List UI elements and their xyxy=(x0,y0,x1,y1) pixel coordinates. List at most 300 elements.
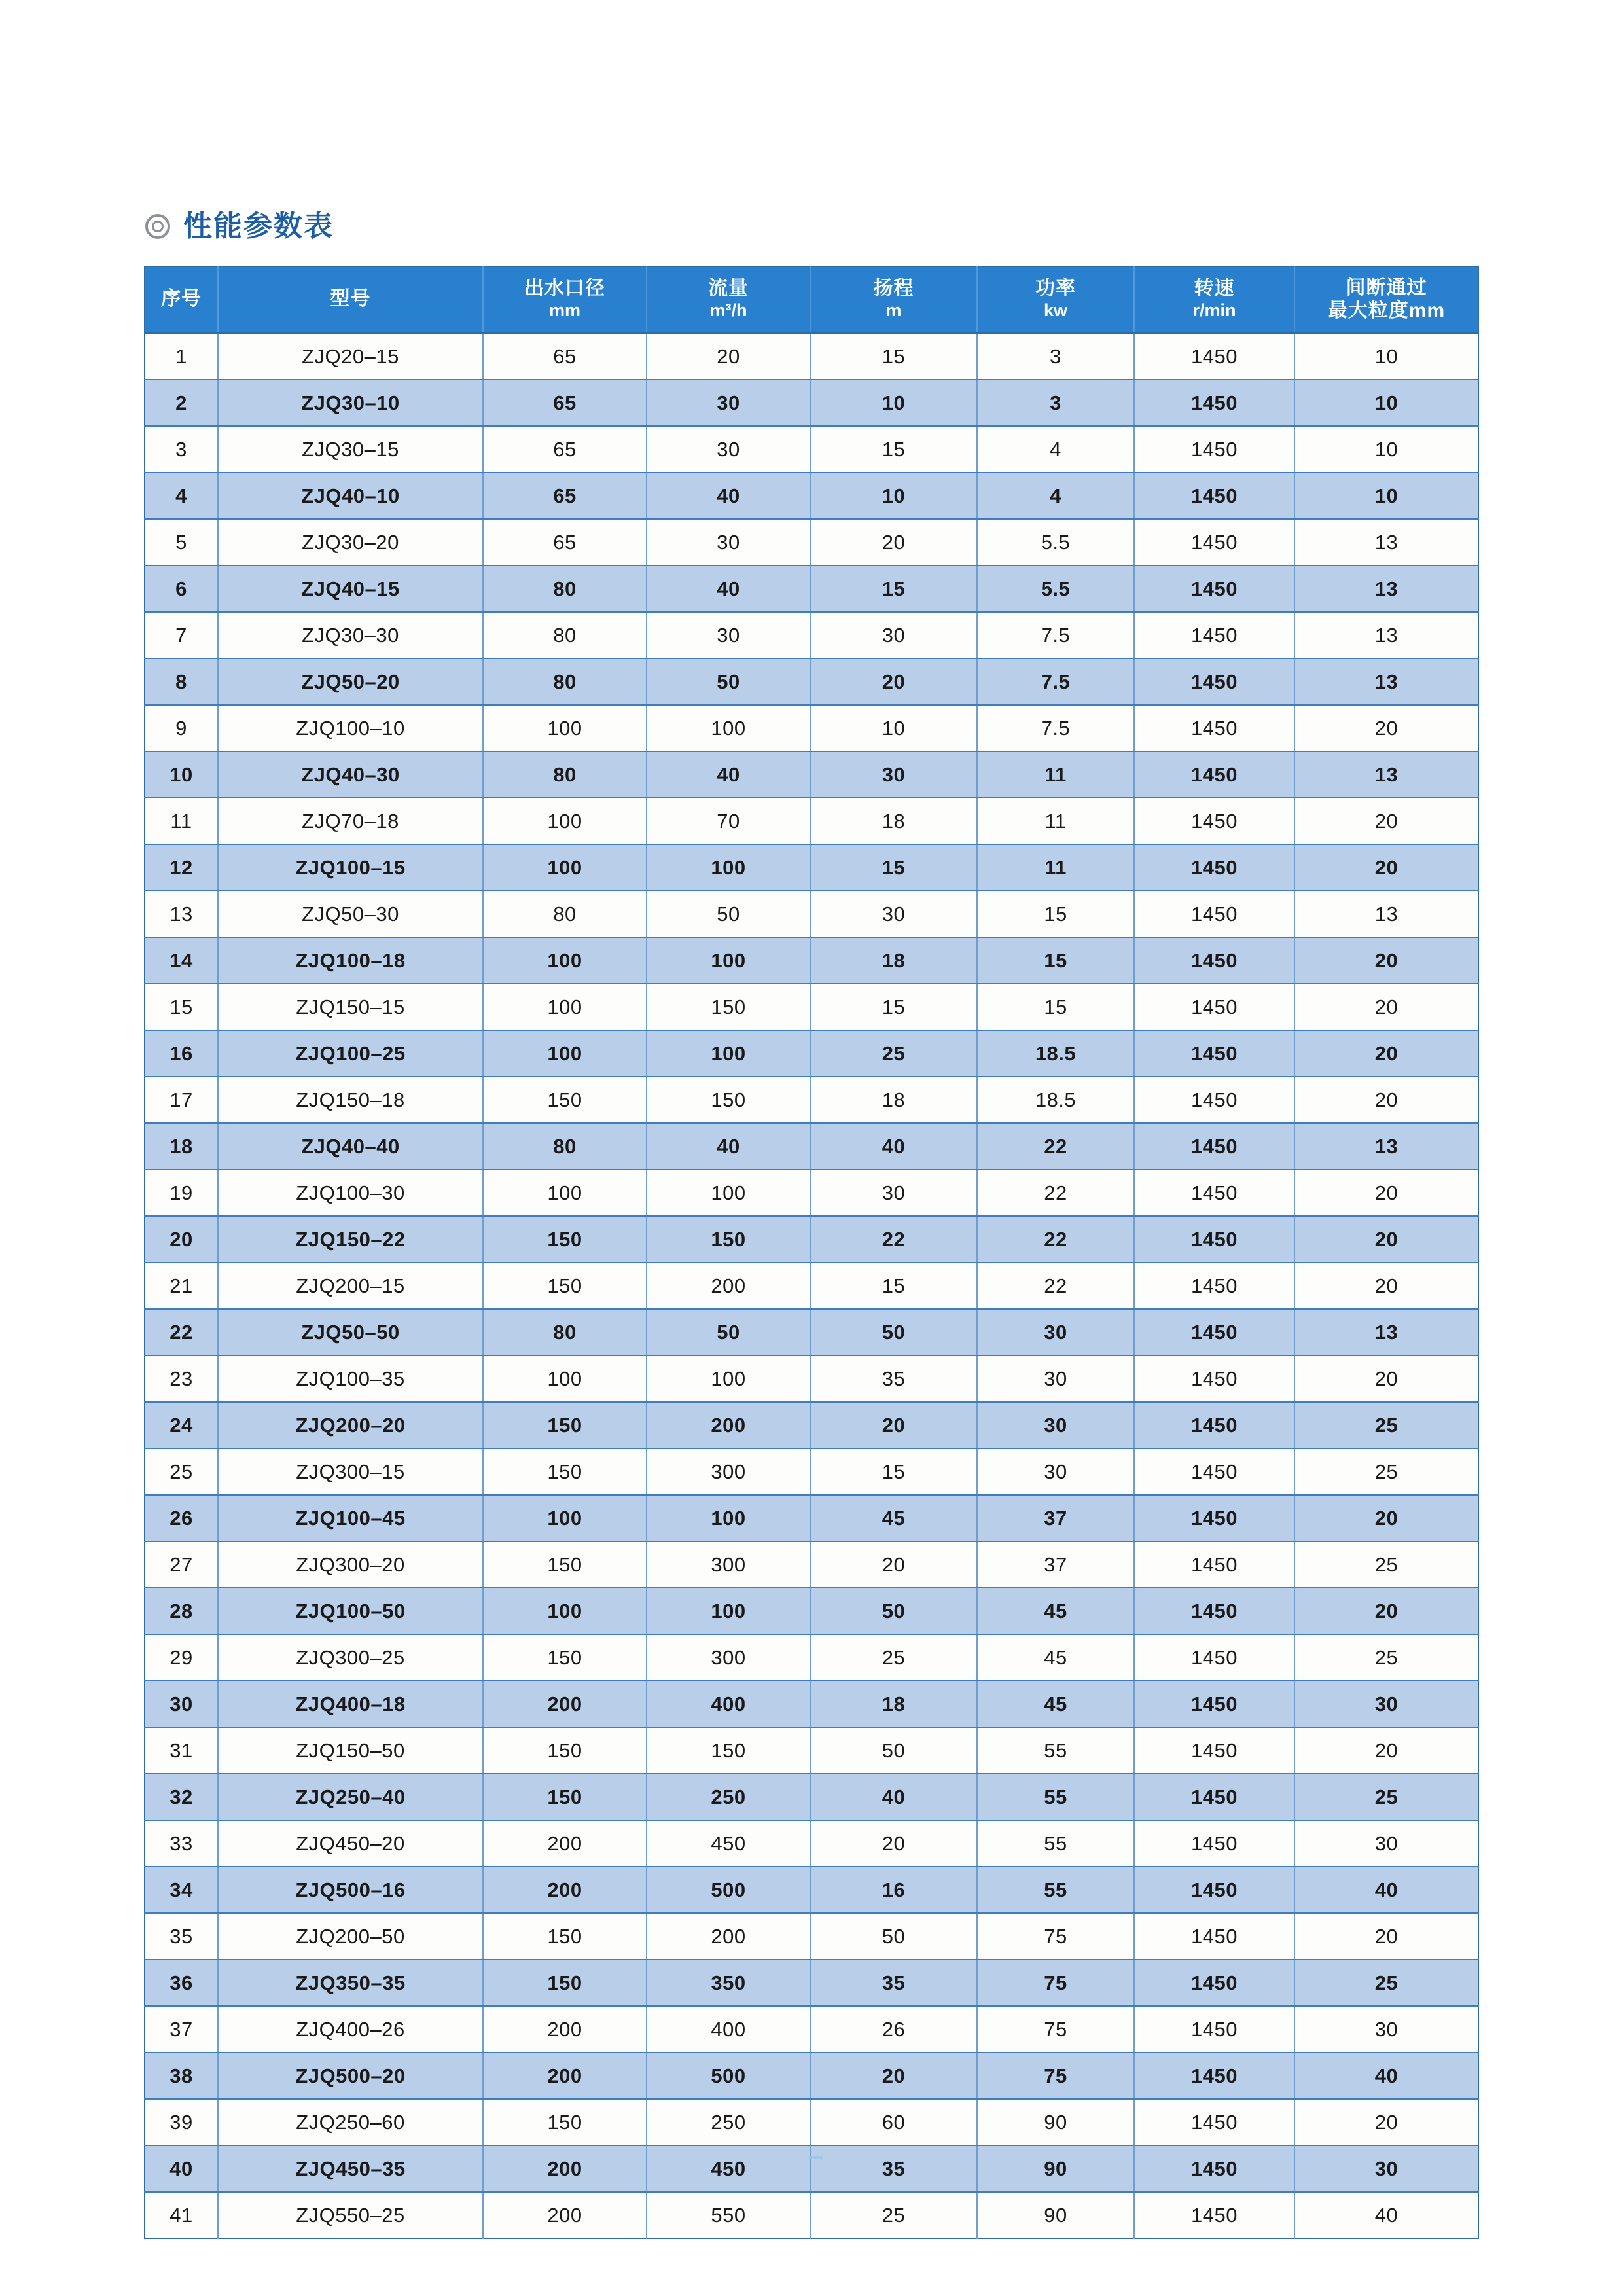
cell-grain: 25 xyxy=(1294,1774,1478,1820)
cell-out: 80 xyxy=(483,891,647,937)
cell-head: 15 xyxy=(810,426,977,473)
cell-speed: 1450 xyxy=(1134,891,1294,937)
cell-no: 8 xyxy=(145,658,218,705)
cell-out: 65 xyxy=(483,333,647,380)
cell-model: ZJQ200–15 xyxy=(218,1263,483,1309)
cell-flow: 400 xyxy=(647,2006,810,2053)
cell-grain: 13 xyxy=(1294,612,1478,658)
cell-speed: 1450 xyxy=(1134,333,1294,380)
cell-power: 22 xyxy=(977,1170,1134,1216)
cell-out: 150 xyxy=(483,1541,647,1588)
cell-speed: 1450 xyxy=(1134,1077,1294,1123)
cell-speed: 1450 xyxy=(1134,519,1294,565)
cell-speed: 1450 xyxy=(1134,1681,1294,1727)
cell-flow: 100 xyxy=(647,705,810,751)
cell-head: 18 xyxy=(810,937,977,984)
cell-no: 25 xyxy=(145,1448,218,1495)
cell-power: 75 xyxy=(977,2053,1134,2099)
cell-speed: 1450 xyxy=(1134,1774,1294,1820)
cell-out: 100 xyxy=(483,937,647,984)
cell-grain: 25 xyxy=(1294,1960,1478,2006)
cell-no: 16 xyxy=(145,1030,218,1077)
cell-out: 200 xyxy=(483,2145,647,2192)
cell-speed: 1450 xyxy=(1134,473,1294,519)
cell-power: 75 xyxy=(977,1913,1134,1960)
cell-out: 100 xyxy=(483,1588,647,1634)
cell-power: 22 xyxy=(977,1263,1134,1309)
cell-model: ZJQ200–50 xyxy=(218,1913,483,1960)
cell-head: 25 xyxy=(810,1030,977,1077)
cell-flow: 350 xyxy=(647,1960,810,2006)
double-circle-icon xyxy=(145,214,170,239)
cell-out: 80 xyxy=(483,1123,647,1170)
table-row xyxy=(145,1960,1478,2006)
cell-grain: 13 xyxy=(1294,1123,1478,1170)
cell-model: ZJQ100–45 xyxy=(218,1495,483,1541)
cell-head: 50 xyxy=(810,1309,977,1355)
cell-model: ZJQ30–10 xyxy=(218,380,483,426)
cell-out: 80 xyxy=(483,612,647,658)
cell-out: 150 xyxy=(483,1402,647,1448)
table-row xyxy=(145,2006,1478,2053)
cell-grain: 20 xyxy=(1294,705,1478,751)
table-row xyxy=(145,380,1478,426)
cell-model: ZJQ20–15 xyxy=(218,333,483,380)
cell-out: 100 xyxy=(483,705,647,751)
cell-head: 20 xyxy=(810,519,977,565)
cell-power: 4 xyxy=(977,426,1134,473)
cell-head: 18 xyxy=(810,1077,977,1123)
cell-model: ZJQ450–20 xyxy=(218,1820,483,1867)
cell-grain: 30 xyxy=(1294,1820,1478,1867)
cell-no: 21 xyxy=(145,1263,218,1309)
cell-head: 30 xyxy=(810,612,977,658)
cell-head: 30 xyxy=(810,891,977,937)
cell-head: 10 xyxy=(810,705,977,751)
col-header-power-unit: kw xyxy=(1043,300,1068,320)
cell-speed: 1450 xyxy=(1134,658,1294,705)
cell-model: ZJQ250–60 xyxy=(218,2099,483,2145)
cell-out: 150 xyxy=(483,1077,647,1123)
cell-grain: 20 xyxy=(1294,1588,1478,1634)
cell-flow: 30 xyxy=(647,519,810,565)
cell-power: 55 xyxy=(977,1820,1134,1867)
col-header-speed xyxy=(1134,266,1294,333)
cell-out: 80 xyxy=(483,658,647,705)
cell-no: 32 xyxy=(145,1774,218,1820)
cell-model: ZJQ100–50 xyxy=(218,1588,483,1634)
col-header-max-particle xyxy=(1294,266,1478,333)
cell-grain: 20 xyxy=(1294,1170,1478,1216)
cell-no: 4 xyxy=(145,473,218,519)
table-row xyxy=(145,2145,1478,2192)
cell-model: ZJQ30–15 xyxy=(218,426,483,473)
performance-parameters-table xyxy=(144,266,1478,2239)
cell-grain: 25 xyxy=(1294,1448,1478,1495)
table-body xyxy=(145,333,1478,2238)
cell-out: 150 xyxy=(483,1634,647,1681)
table-row xyxy=(145,1170,1478,1216)
cell-speed: 1450 xyxy=(1134,1495,1294,1541)
cell-flow: 100 xyxy=(647,1588,810,1634)
col-header-max-particle-label2: 最大粒度mm xyxy=(1327,300,1446,321)
cell-no: 28 xyxy=(145,1588,218,1634)
cell-out: 80 xyxy=(483,1309,647,1355)
cell-grain: 13 xyxy=(1294,1309,1478,1355)
cell-head: 20 xyxy=(810,1541,977,1588)
cell-grain: 30 xyxy=(1294,2145,1478,2192)
cell-no: 11 xyxy=(145,798,218,844)
cell-speed: 1450 xyxy=(1134,1448,1294,1495)
table-row xyxy=(145,2099,1478,2145)
cell-flow: 40 xyxy=(647,565,810,612)
cell-no: 36 xyxy=(145,1960,218,2006)
cell-model: ZJQ150–18 xyxy=(218,1077,483,1123)
col-header-model-label: 型号 xyxy=(330,288,371,310)
cell-flow: 400 xyxy=(647,1681,810,1727)
cell-speed: 1450 xyxy=(1134,1030,1294,1077)
cell-speed: 1450 xyxy=(1134,1123,1294,1170)
cell-power: 4 xyxy=(977,473,1134,519)
cell-model: ZJQ400–26 xyxy=(218,2006,483,2053)
cell-flow: 200 xyxy=(647,1263,810,1309)
cell-speed: 1450 xyxy=(1134,705,1294,751)
cell-power: 30 xyxy=(977,1355,1134,1402)
cell-model: ZJQ200–20 xyxy=(218,1402,483,1448)
cell-flow: 40 xyxy=(647,751,810,798)
cell-out: 150 xyxy=(483,1216,647,1263)
table-row xyxy=(145,844,1478,891)
col-header-no xyxy=(145,266,218,333)
cell-flow: 150 xyxy=(647,1727,810,1774)
table-row xyxy=(145,519,1478,565)
cell-power: 37 xyxy=(977,1541,1134,1588)
cell-no: 26 xyxy=(145,1495,218,1541)
cell-model: ZJQ150–50 xyxy=(218,1727,483,1774)
cell-no: 38 xyxy=(145,2053,218,2099)
table-row xyxy=(145,1030,1478,1077)
cell-model: ZJQ150–15 xyxy=(218,984,483,1030)
cell-flow: 100 xyxy=(647,844,810,891)
cell-no: 37 xyxy=(145,2006,218,2053)
col-header-outlet-diameter-unit: mm xyxy=(548,300,580,320)
cell-flow: 300 xyxy=(647,1448,810,1495)
cell-speed: 1450 xyxy=(1134,1541,1294,1588)
cell-power: 3 xyxy=(977,380,1134,426)
cell-head: 25 xyxy=(810,2192,977,2238)
col-header-flow-label: 流量 xyxy=(708,278,749,300)
cell-speed: 1450 xyxy=(1134,1820,1294,1867)
cell-model: ZJQ40–40 xyxy=(218,1123,483,1170)
cell-speed: 1450 xyxy=(1134,2192,1294,2238)
cell-speed: 1450 xyxy=(1134,751,1294,798)
cell-speed: 1450 xyxy=(1134,612,1294,658)
table-row xyxy=(145,1495,1478,1541)
cell-out: 80 xyxy=(483,565,647,612)
cell-power: 75 xyxy=(977,2006,1134,2053)
cell-head: 22 xyxy=(810,1216,977,1263)
cell-power: 11 xyxy=(977,751,1134,798)
cell-grain: 20 xyxy=(1294,1913,1478,1960)
cell-flow: 100 xyxy=(647,937,810,984)
cell-speed: 1450 xyxy=(1134,1634,1294,1681)
cell-no: 29 xyxy=(145,1634,218,1681)
table-row xyxy=(145,1820,1478,1867)
cell-head: 10 xyxy=(810,380,977,426)
cell-grain: 20 xyxy=(1294,798,1478,844)
cell-flow: 30 xyxy=(647,612,810,658)
table-row xyxy=(145,612,1478,658)
cell-model: ZJQ500–20 xyxy=(218,2053,483,2099)
col-header-no-label: 序号 xyxy=(161,288,202,310)
cell-out: 200 xyxy=(483,2053,647,2099)
cell-power: 15 xyxy=(977,937,1134,984)
cell-flow: 450 xyxy=(647,1820,810,1867)
table-row xyxy=(145,1263,1478,1309)
cell-power: 45 xyxy=(977,1634,1134,1681)
table-row xyxy=(145,2053,1478,2099)
col-header-outlet-diameter xyxy=(483,266,647,333)
cell-model: ZJQ40–15 xyxy=(218,565,483,612)
cell-no: 3 xyxy=(145,426,218,473)
table-row xyxy=(145,658,1478,705)
cell-flow: 50 xyxy=(647,891,810,937)
cell-model: ZJQ500–16 xyxy=(218,1867,483,1913)
cell-head: 35 xyxy=(810,1960,977,2006)
col-header-speed-label: 转速 xyxy=(1194,278,1235,300)
cell-no: 30 xyxy=(145,1681,218,1727)
table-row xyxy=(145,1867,1478,1913)
cell-no: 15 xyxy=(145,984,218,1030)
cell-power: 45 xyxy=(977,1588,1134,1634)
cell-no: 19 xyxy=(145,1170,218,1216)
cell-power: 55 xyxy=(977,1774,1134,1820)
cell-power: 7.5 xyxy=(977,612,1134,658)
cell-flow: 200 xyxy=(647,1913,810,1960)
cell-flow: 250 xyxy=(647,2099,810,2145)
cell-grain: 13 xyxy=(1294,519,1478,565)
col-header-flow-unit: m³/h xyxy=(709,300,747,320)
cell-no: 31 xyxy=(145,1727,218,1774)
cell-speed: 1450 xyxy=(1134,1216,1294,1263)
cell-out: 80 xyxy=(483,751,647,798)
cell-out: 150 xyxy=(483,1960,647,2006)
cell-flow: 500 xyxy=(647,1867,810,1913)
cell-no: 12 xyxy=(145,844,218,891)
table-row xyxy=(145,1727,1478,1774)
cell-power: 45 xyxy=(977,1681,1134,1727)
cell-grain: 20 xyxy=(1294,937,1478,984)
table-row xyxy=(145,1123,1478,1170)
cell-model: ZJQ100–35 xyxy=(218,1355,483,1402)
cell-power: 30 xyxy=(977,1402,1134,1448)
cell-no: 24 xyxy=(145,1402,218,1448)
cell-no: 7 xyxy=(145,612,218,658)
cell-head: 18 xyxy=(810,1681,977,1727)
col-header-head xyxy=(810,266,977,333)
section-title-label: 性能参数表 xyxy=(183,210,334,242)
cell-power: 37 xyxy=(977,1495,1134,1541)
cell-grain: 20 xyxy=(1294,1355,1478,1402)
cell-model: ZJQ250–40 xyxy=(218,1774,483,1820)
cell-no: 33 xyxy=(145,1820,218,1867)
cell-grain: 20 xyxy=(1294,2099,1478,2145)
cell-out: 65 xyxy=(483,426,647,473)
cell-speed: 1450 xyxy=(1134,1402,1294,1448)
cell-out: 150 xyxy=(483,1727,647,1774)
cell-power: 15 xyxy=(977,891,1134,937)
cell-head: 20 xyxy=(810,658,977,705)
cell-speed: 1450 xyxy=(1134,1913,1294,1960)
cell-power: 15 xyxy=(977,984,1134,1030)
cell-speed: 1450 xyxy=(1134,1727,1294,1774)
cell-no: 22 xyxy=(145,1309,218,1355)
cell-flow: 30 xyxy=(647,426,810,473)
cell-power: 30 xyxy=(977,1309,1134,1355)
cell-out: 100 xyxy=(483,798,647,844)
cell-no: 18 xyxy=(145,1123,218,1170)
cell-flow: 20 xyxy=(647,333,810,380)
cell-flow: 200 xyxy=(647,1402,810,1448)
cell-no: 35 xyxy=(145,1913,218,1960)
spec-table xyxy=(144,266,1479,2239)
cell-head: 50 xyxy=(810,1588,977,1634)
cell-flow: 40 xyxy=(647,1123,810,1170)
table-header xyxy=(145,266,1478,333)
cell-flow: 300 xyxy=(647,1541,810,1588)
cell-head: 18 xyxy=(810,798,977,844)
table-row xyxy=(145,1774,1478,1820)
cell-head: 15 xyxy=(810,844,977,891)
table-row xyxy=(145,565,1478,612)
cell-grain: 30 xyxy=(1294,1681,1478,1727)
cell-grain: 20 xyxy=(1294,1263,1478,1309)
cell-out: 100 xyxy=(483,984,647,1030)
cell-out: 150 xyxy=(483,2099,647,2145)
table-row xyxy=(145,1309,1478,1355)
col-header-flow xyxy=(647,266,810,333)
cell-model: ZJQ50–30 xyxy=(218,891,483,937)
cell-grain: 20 xyxy=(1294,1077,1478,1123)
cell-speed: 1450 xyxy=(1134,1309,1294,1355)
table-row xyxy=(145,1634,1478,1681)
cell-speed: 1450 xyxy=(1134,1170,1294,1216)
cell-speed: 1450 xyxy=(1134,380,1294,426)
col-header-power xyxy=(977,266,1134,333)
cell-no: 1 xyxy=(145,333,218,380)
cell-head: 20 xyxy=(810,2053,977,2099)
cell-speed: 1450 xyxy=(1134,2145,1294,2192)
cell-grain: 40 xyxy=(1294,1867,1478,1913)
cell-grain: 10 xyxy=(1294,426,1478,473)
cell-grain: 30 xyxy=(1294,2006,1478,2053)
cell-flow: 100 xyxy=(647,1355,810,1402)
cell-no: 27 xyxy=(145,1541,218,1588)
cell-model: ZJQ400–18 xyxy=(218,1681,483,1727)
cell-speed: 1450 xyxy=(1134,565,1294,612)
cell-out: 100 xyxy=(483,1170,647,1216)
cell-head: 45 xyxy=(810,1495,977,1541)
footer-mark xyxy=(809,2156,823,2159)
cell-grain: 13 xyxy=(1294,751,1478,798)
cell-out: 100 xyxy=(483,844,647,891)
cell-power: 5.5 xyxy=(977,565,1134,612)
cell-grain: 13 xyxy=(1294,565,1478,612)
table-row xyxy=(145,1077,1478,1123)
table-row xyxy=(145,1541,1478,1588)
cell-power: 7.5 xyxy=(977,658,1134,705)
cell-model: ZJQ50–20 xyxy=(218,658,483,705)
cell-no: 5 xyxy=(145,519,218,565)
table-row xyxy=(145,333,1478,380)
cell-power: 22 xyxy=(977,1216,1134,1263)
cell-no: 34 xyxy=(145,1867,218,1913)
cell-model: ZJQ50–50 xyxy=(218,1309,483,1355)
cell-power: 75 xyxy=(977,1960,1134,2006)
cell-flow: 70 xyxy=(647,798,810,844)
cell-grain: 13 xyxy=(1294,891,1478,937)
cell-speed: 1450 xyxy=(1134,798,1294,844)
cell-head: 50 xyxy=(810,1913,977,1960)
cell-model: ZJQ300–25 xyxy=(218,1634,483,1681)
table-row xyxy=(145,473,1478,519)
cell-model: ZJQ100–25 xyxy=(218,1030,483,1077)
cell-model: ZJQ550–25 xyxy=(218,2192,483,2238)
cell-out: 65 xyxy=(483,519,647,565)
cell-no: 2 xyxy=(145,380,218,426)
cell-no: 39 xyxy=(145,2099,218,2145)
cell-no: 9 xyxy=(145,705,218,751)
cell-no: 41 xyxy=(145,2192,218,2238)
cell-grain: 25 xyxy=(1294,1402,1478,1448)
cell-power: 18.5 xyxy=(977,1030,1134,1077)
cell-speed: 1450 xyxy=(1134,1263,1294,1309)
cell-no: 14 xyxy=(145,937,218,984)
cell-out: 200 xyxy=(483,1867,647,1913)
cell-model: ZJQ30–20 xyxy=(218,519,483,565)
table-row xyxy=(145,798,1478,844)
cell-model: ZJQ40–30 xyxy=(218,751,483,798)
cell-speed: 1450 xyxy=(1134,937,1294,984)
cell-out: 150 xyxy=(483,1448,647,1495)
cell-power: 11 xyxy=(977,798,1134,844)
cell-model: ZJQ40–10 xyxy=(218,473,483,519)
cell-grain: 10 xyxy=(1294,473,1478,519)
cell-grain: 20 xyxy=(1294,844,1478,891)
cell-flow: 450 xyxy=(647,2145,810,2192)
cell-grain: 20 xyxy=(1294,1727,1478,1774)
cell-head: 60 xyxy=(810,2099,977,2145)
cell-head: 40 xyxy=(810,1774,977,1820)
table-row xyxy=(145,1355,1478,1402)
cell-head: 35 xyxy=(810,1355,977,1402)
cell-out: 150 xyxy=(483,1263,647,1309)
cell-head: 35 xyxy=(810,2145,977,2192)
cell-grain: 25 xyxy=(1294,1634,1478,1681)
cell-out: 65 xyxy=(483,380,647,426)
cell-model: ZJQ100–18 xyxy=(218,937,483,984)
cell-power: 22 xyxy=(977,1123,1134,1170)
table-row xyxy=(145,984,1478,1030)
table-row xyxy=(145,1913,1478,1960)
cell-head: 30 xyxy=(810,751,977,798)
cell-flow: 250 xyxy=(647,1774,810,1820)
cell-head: 20 xyxy=(810,1402,977,1448)
cell-grain: 13 xyxy=(1294,658,1478,705)
cell-flow: 50 xyxy=(647,1309,810,1355)
cell-flow: 150 xyxy=(647,1077,810,1123)
cell-speed: 1450 xyxy=(1134,2053,1294,2099)
